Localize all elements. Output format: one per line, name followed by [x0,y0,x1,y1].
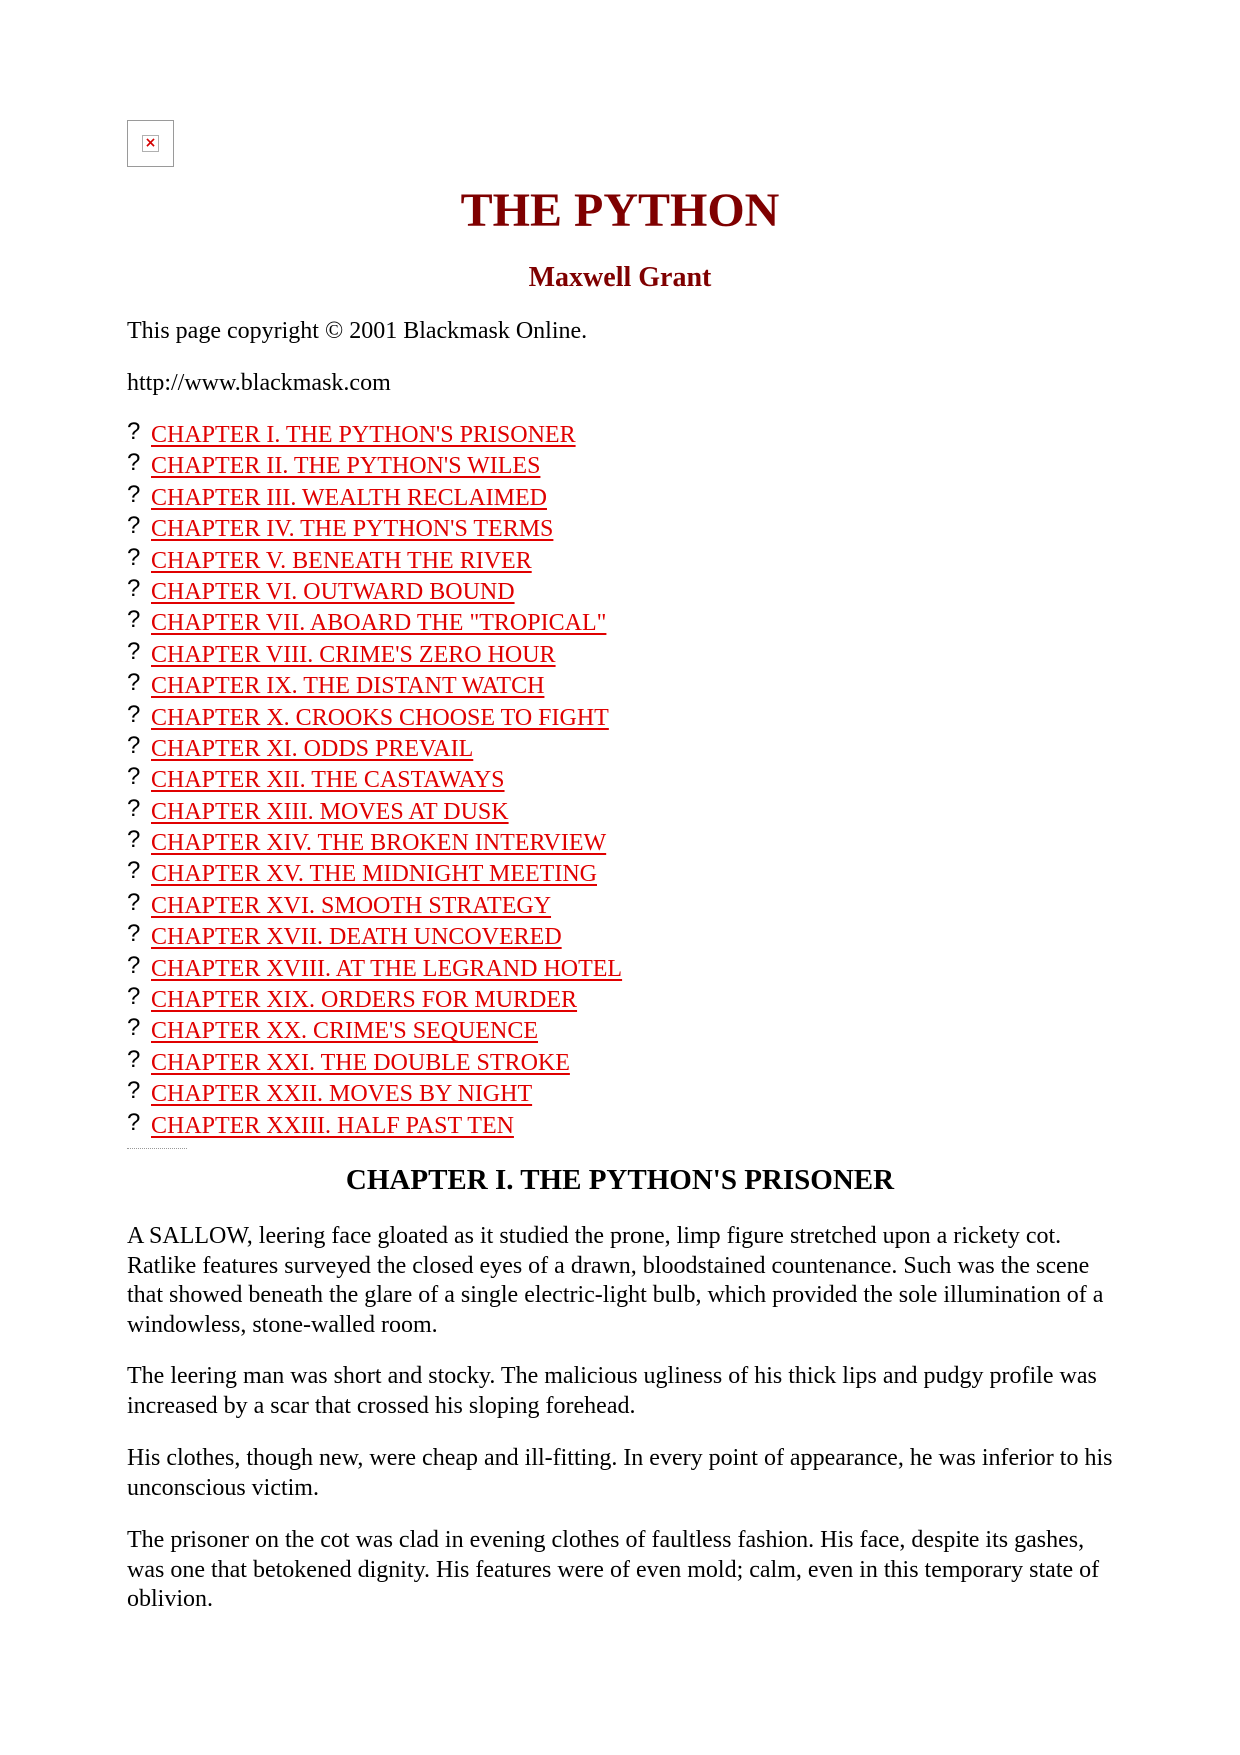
toc-cutoff-line [127,1148,187,1152]
toc-bullet: ? [127,669,141,697]
toc-link[interactable]: CHAPTER XVIII. AT THE LEGRAND HOTEL [151,955,623,982]
toc-link[interactable]: CHAPTER VII. ABOARD THE "TROPICAL" [151,610,607,637]
paragraph-2: The leering man was short and stocky. The malicious ugliness of his thick lips and pudgy profile was increased by a scar that crossed his sloping forehead. [127,1363,1097,1419]
toc-bullet: ? [127,700,141,728]
toc-link[interactable]: CHAPTER III. WEALTH RECLAIMED [151,484,547,511]
toc-bullet: ? [127,951,141,979]
toc-link[interactable]: CHAPTER XXI. THE DOUBLE STROKE [151,1049,570,1076]
toc-bullet: ? [127,418,141,445]
toc-bullet: ? [127,888,141,916]
toc-bullet: ? [127,1014,141,1042]
toc-link[interactable]: CHAPTER VIII. CRIME'S ZERO HOUR [151,641,556,668]
toc-link[interactable]: CHAPTER XV. THE MIDNIGHT MEETING [151,861,597,888]
toc-bullet: ? [127,920,141,948]
site-url: http://www.blackmask.com [127,370,391,396]
book-title: THE PYTHON [460,184,780,237]
broken-image-icon [127,120,174,167]
toc-bullet: ? [127,983,141,1011]
toc-bullet: ? [127,449,141,477]
toc-link[interactable]: CHAPTER XVII. DEATH UNCOVERED [151,924,562,951]
paragraph-4: The prisoner on the cot was clad in evening clothes of faultless fashion. His face, despite its gashes, was one that betokened dignity. His features were of even mold; calm, even in this temporary state of oblivion. [127,1527,1100,1613]
toc-bullet: ? [127,574,141,602]
toc-bullet: ? [127,857,141,885]
toc-link[interactable]: CHAPTER XX. CRIME'S SEQUENCE [151,1018,539,1045]
toc-bullet: ? [127,731,141,759]
toc-bullet: ? [127,794,141,822]
toc-link[interactable]: CHAPTER XIX. ORDERS FOR MURDER [151,987,578,1014]
broken-image-x-icon: × [142,135,159,152]
toc-link[interactable]: CHAPTER XXIII. HALF PAST TEN [151,1112,514,1139]
toc-bullet: ? [127,1045,141,1073]
toc-link[interactable]: CHAPTER IV. THE PYTHON'S TERMS [151,516,554,543]
toc-link[interactable]: CHAPTER XXII. MOVES BY NIGHT [151,1081,533,1108]
chapter-heading: CHAPTER I. THE PYTHON'S PRISONER [345,1164,895,1196]
toc-link[interactable]: CHAPTER V. BENEATH THE RIVER [151,547,532,574]
toc-link[interactable]: CHAPTER X. CROOKS CHOOSE TO FIGHT [151,704,609,731]
toc-link[interactable]: CHAPTER IX. THE DISTANT WATCH [151,673,545,700]
paragraph-1: A SALLOW, leering face gloated as it studied the prone, limp figure stretched upon a rickety cot. Ratlike features surveyed the closed eyes of a drawn, bloodstained countenance. Such was the scene that showed beneath the glare of a single electric-light bulb, which provided the sole illumination of a windowless, stone-walled room. [127,1223,1104,1338]
toc-bullet: ? [127,606,141,634]
toc-link[interactable]: CHAPTER II. THE PYTHON'S WILES [151,453,541,480]
toc-link[interactable]: CHAPTER XIV. THE BROKEN INTERVIEW [151,830,607,857]
toc-link[interactable]: CHAPTER VI. OUTWARD BOUND [151,578,515,605]
toc-link[interactable]: CHAPTER XII. THE CASTAWAYS [151,767,505,794]
toc-bullet: ? [127,1077,141,1105]
toc-link[interactable]: CHAPTER XVI. SMOOTH STRATEGY [151,892,552,919]
toc-bullet: ? [127,763,141,791]
toc-bullet: ? [127,543,141,571]
toc-bullet: ? [127,637,141,665]
toc-bullet: ? [127,512,141,540]
toc-bullet: ? [127,826,141,854]
book-author: Maxwell Grant [528,262,712,293]
toc-link[interactable]: CHAPTER XI. ODDS PREVAIL [151,735,474,762]
toc-bullet: ? [127,1108,141,1136]
toc-link[interactable]: CHAPTER I. THE PYTHON'S PRISONER [151,422,576,448]
paragraph-3: His clothes, though new, were cheap and ill-fitting. In every point of appearance, he was inferior to his unconscious victim. [127,1445,1113,1501]
copyright-notice: This page copyright © 2001 Blackmask Online. [127,318,588,344]
toc-link[interactable]: CHAPTER XIII. MOVES AT DUSK [151,798,509,825]
toc-bullet: ? [127,480,141,508]
